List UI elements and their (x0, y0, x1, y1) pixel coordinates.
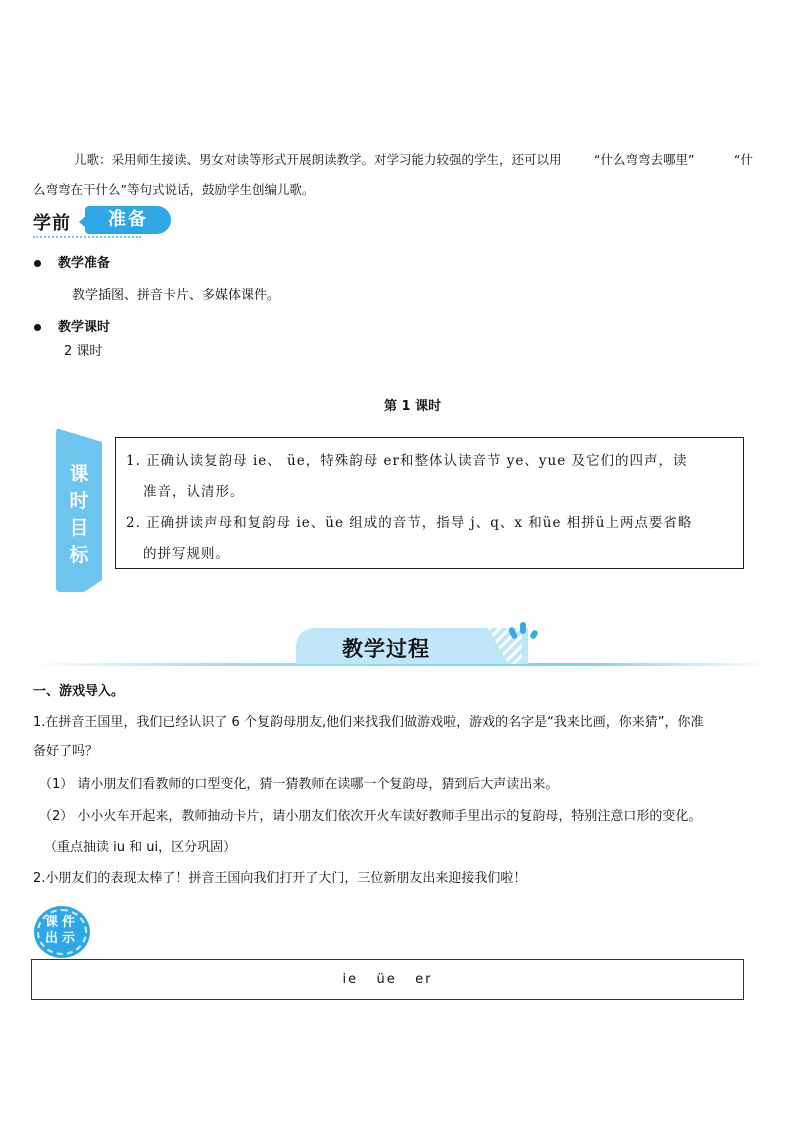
section-1-heading: 一、游戏导入。 (33, 684, 125, 699)
courseware-box (31, 959, 744, 1000)
bullet-icon (34, 324, 41, 331)
para-5: 2.小朋友们的表现太棒了！拼音王国向我们打开了大门，三位新朋友出来迎接我们啦！ (33, 871, 527, 886)
goal-item-2b: 的拼写规则。 (143, 546, 230, 562)
badge-top-text: 课件 (44, 915, 79, 930)
goal-item-2a: 2. 正确拼读声母和复韵母 ie、üe 组成的音节，指导 j、q、x 和üe 相拼ü上两点要省略 (126, 515, 693, 531)
hours-text: 2 课时 (64, 344, 103, 359)
splash-icon (529, 629, 539, 640)
goals-tab-char: 时 (69, 490, 89, 512)
goals-tab-char: 目 (69, 517, 89, 539)
goals-tab-char: 标 (69, 544, 89, 566)
courseware-content: ie üe er (342, 972, 433, 987)
para-3: （2） 小小火车开起来，教师抽动卡片，请小朋友们依次开火车读好教师手里出示的复韵母，特别注意口形的变化。 (39, 809, 702, 824)
badge-ring (37, 909, 87, 955)
prep-heading: 教学准备 (58, 256, 111, 271)
goals-tab-label (56, 461, 102, 569)
para-2: （1） 请小朋友们看教师的口型变化，猜一猜教师在读哪一个复韵母，猜到后大声读出来。 (39, 777, 559, 792)
process-banner-title: 教学过程 (342, 637, 430, 661)
prep-text: 教学插图、拼音卡片、多媒体课件。 (72, 288, 281, 303)
goal-item-1b: 准音，认清形。 (143, 484, 245, 500)
prep-section-underline (33, 236, 141, 238)
para-4: （重点抽读 iu 和 ui，区分巩固） (44, 840, 237, 855)
prep-section-banner (33, 203, 148, 237)
intro-line-1a: 儿歌：采用师生接读、男女对读等形式开展朗读教学。对学习能力较强的学生，还可以用 (74, 152, 562, 167)
para-1b: 备好了吗？ (33, 744, 99, 759)
hours-heading: 教学课时 (58, 320, 111, 335)
badge-bottom-text: 出示 (44, 931, 79, 946)
lesson-title: 第 1 课时 (384, 399, 442, 414)
bullet-icon (34, 260, 41, 267)
intro-line-1c: “什 (734, 152, 753, 167)
courseware-badge-icon (34, 906, 90, 958)
goals-box (115, 437, 744, 569)
prep-section-title-b: 准备 (85, 206, 171, 234)
tab-fold (56, 428, 102, 442)
intro-line-1b: “什么弯弯去哪里” (594, 152, 695, 167)
tab-fold (84, 580, 102, 592)
goals-tab (56, 428, 102, 592)
intro-line-2: 么弯弯在干什么”等句式说话，鼓励学生创编儿歌。 (33, 182, 315, 197)
splash-icon (520, 622, 526, 634)
goal-item-1a: 1. 正确认读复韵母 ie、 üe，特殊韵母 er和整体认读音节 ye、yue 及它们的四声，读 (126, 453, 688, 469)
goals-tab-char: 课 (69, 463, 89, 485)
process-banner (296, 628, 528, 664)
para-1a: 1.在拼音王国里，我们已经认识了 6 个复韵母朋友,他们来找我们做游戏啦，游戏的名字是“我来比画，你来猜”，你准 (33, 715, 704, 730)
prep-section-title-a: 学前 (33, 213, 71, 234)
